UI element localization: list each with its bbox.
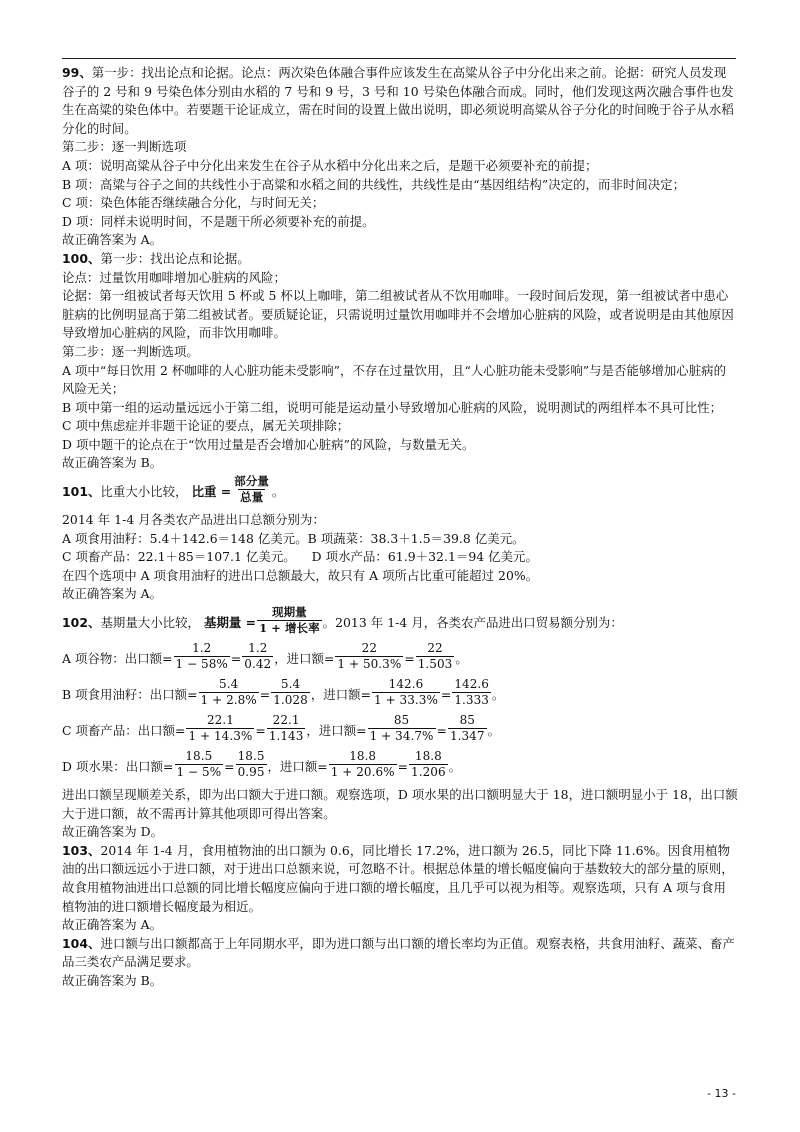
- q103-answer: 故正确答案为 A。: [62, 917, 163, 933]
- q102-denominator: 1 + 33.3%: [374, 693, 438, 708]
- q102-fraction: [199, 677, 259, 708]
- header-rule: [62, 58, 736, 59]
- q102-fraction: [409, 749, 448, 780]
- q102-denominator: 1 + 20.6%: [330, 765, 395, 780]
- q102-row-label: B 项食用油籽：出口额=: [62, 687, 198, 703]
- q104-explanation: [62, 935, 738, 972]
- q102-fraction: [335, 641, 403, 672]
- q102-numerator: 22: [361, 641, 378, 656]
- q102-row-end: 。: [487, 723, 501, 739]
- q102-fraction: [448, 713, 487, 744]
- q102-row-mid: ，进口额=: [310, 687, 372, 703]
- q101-line1: 2014 年 1-4 月各类农产品进出口总额分别为：: [62, 512, 325, 528]
- q100-evidence: 论据：第一组被试者每天饮用 5 杯或 5 杯以上咖啡，第二组被试者从不饮用咖啡。一段时间后发现，第一组被试者中患心脏病的比例明显高于第二组被试者。要质疑论证，只需说明过量饮用咖啡并不会增加心脏病的风险，或者说明是由其他原因导致增加心脏病的风险，而非饮用咖啡。: [62, 288, 734, 341]
- q102-denominator: 1.333: [454, 693, 489, 708]
- q102-explanation: 进出口额呈现顺差关系，即为出口额大于进口额。观察选项，D 项水果的出口额明显大于 18，进口额明显小于 18，出口额大于进口额，故不需再计算其他项即可得出答案。: [62, 787, 738, 821]
- q102-formula-numerator: 现期量: [272, 605, 307, 620]
- q102-denominator: 1 + 34.7%: [369, 729, 434, 744]
- q102-fraction: [236, 749, 267, 780]
- q99-step2: 第二步：逐一判断选项: [62, 139, 187, 155]
- q102-intro: [62, 606, 738, 640]
- q102-row-d: D 项水果：出口额= $\frac{18.5}{1 - 5\%}$ = $\frac{18.5}{0.95}$ ，进口额= $\frac{18.8}{1 + 20.6\%}$ = $\frac{18.8}{1.206}$ 。: [62, 749, 462, 780]
- q102-number: 102、: [62, 615, 101, 631]
- q101-formula-lhs: 比重 =: [191, 484, 232, 500]
- q99-option-b: B 项：高粱与谷子之间的共线性小于高粱和水稻之间的共线性，共线性是由“基因组结构”决定的，而非时间决定；: [62, 176, 686, 192]
- q102-numerator: 5.4: [219, 677, 239, 692]
- q101-number: 101、: [62, 484, 101, 500]
- q101-intro: [62, 475, 738, 509]
- q100-step2: 第二步：逐一判断选项。: [62, 343, 199, 359]
- q102-numerator: 18.8: [414, 749, 442, 764]
- q102-denominator: 0.95: [237, 765, 265, 780]
- q100-argument: 论点：过量饮用咖啡增加心脏病的风险；: [62, 269, 286, 285]
- q102-fraction: [174, 641, 230, 672]
- q103-explanation: [62, 842, 738, 916]
- q102-fraction: [416, 641, 455, 672]
- q102-numerator: 18.5: [185, 749, 213, 764]
- q100-step1-text: 第一步：找出论点和论据。: [100, 250, 250, 266]
- q102-numerator: 85: [459, 713, 475, 728]
- q102-row-mid: ，进口额=: [274, 651, 335, 667]
- q102-denominator: 1.143: [268, 729, 304, 744]
- q102-formula-fraction: [257, 605, 322, 636]
- q102-numerator: 18.8: [349, 749, 377, 764]
- q99-answer: 故正确答案为 A。: [62, 232, 163, 248]
- q102-denominator: 1.347: [449, 729, 485, 744]
- q102-denominator: 1 + 50.3%: [337, 657, 402, 672]
- q103-number: 103、: [62, 842, 101, 858]
- q102-denominator: 1.503: [417, 657, 453, 672]
- q102-answer: 故正确答案为 D。: [62, 824, 164, 840]
- q102-denominator: 1 + 2.8%: [200, 693, 257, 708]
- q101-line3: C 项畜产品：22.1＋85＝107.1 亿美元。 D 项水产品：61.9＋32.1＝94 亿美元。: [62, 549, 538, 565]
- q102-fraction: [267, 713, 306, 744]
- q102-formula-end: 。2013 年 1-4 月，各类农产品进出口贸易额分别为：: [322, 615, 623, 631]
- q101-line4: 在四个选项中 A 项食用油籽的进出口总额最大，故只有 A 项所占比重可能超过 20%。: [62, 567, 539, 583]
- q100-option-d: D 项中题干的论点在于“饮用过量是否会增加心脏病”的风险，与数量无关。: [62, 436, 475, 452]
- q104-answer: 故正确答案为 B。: [62, 972, 163, 988]
- q102-row-label: C 项畜产品：出口额=: [62, 723, 186, 739]
- q102-fraction: [186, 713, 254, 744]
- q99-step1-text: 第一步：找出论点和论据。论点：两次染色体融合事件应该发生在高粱从谷子中分化出来之前。论据：研究人员发现谷子的 2 号和 9 号染色体分别由水稻的 7 号和 9 号，3 号和 10 号染色体融合而成。同时，他们发现这两次融合事件也发生在高粱的染色体中。若要题干论证成立，需在时间的设置上做出说明，即必须说明高粱从谷子分化的时间晚于谷子从水稻分化的时间。: [62, 65, 734, 136]
- q99-option-d: D 项：同样未说明时间，不是题干所必须要补充的前提。: [62, 213, 375, 229]
- q102-numerator: 18.5: [237, 749, 265, 764]
- q102-numerator: 22.1: [206, 713, 234, 728]
- q102-row-b: B 项食用油籽：出口额= $\frac{5.4}{1 + 2.8\%}$ = $\frac{5.4}{1.028}$ ，进口额= $\frac{142.6}{1 + 33.3\%}$ = $\frac{142.6}{1.333}$ 。: [62, 677, 505, 708]
- q102-row-end: 。: [491, 687, 505, 703]
- q102-numerator: 5.4: [280, 677, 301, 692]
- q100-number: 100、: [62, 250, 101, 266]
- q102-numerator: 142.6: [454, 677, 489, 692]
- q102-row-mid: ，进口额=: [267, 759, 328, 775]
- q102-row-label: D 项水果：出口额=: [62, 759, 174, 775]
- q102-fraction: [271, 677, 310, 708]
- q102-numerator: 22: [427, 641, 443, 656]
- q102-denominator: 1 − 5%: [176, 765, 222, 780]
- q102-numerator: 22.1: [272, 713, 300, 728]
- q103-explanation-text: 2014 年 1-4 月，食用植物油的出口额为 0.6，同比增长 17.2%，进口额为 26.5，同比下降 11.6%。因食用植物油的出口额远远小于进口额，对于进出口总额来说，可忽略不计。根据总体量的增长幅度偏向于基数较大的部分量的原则，故食用植物油进出口总额的同比增长幅度应偏向于进口额的增长幅度，且几乎可以视为相等。观察选项，只有 A 项与食用植物油的进口额增长幅度最为相近。: [62, 842, 734, 914]
- q102-formula-denominator: 1 + 增长率: [259, 621, 320, 636]
- q101-formula-denominator: 总量: [240, 490, 264, 505]
- answer-explanations: [62, 64, 738, 991]
- q102-formula-lhs: 基期量 =: [204, 615, 257, 631]
- q101-intro-text: 比重大小比较，: [100, 484, 188, 500]
- q102-denominator: 1.028: [273, 693, 308, 708]
- q99-number: 99、: [62, 65, 92, 80]
- q102-fraction: [368, 713, 436, 744]
- q102-row-c: C 项畜产品：出口额= $\frac{22.1}{1 + 14.3\%}$ = $\frac{22.1}{1.143}$ ，进口额= $\frac{85}{1 + 34.7\%}$ = $\frac{85}{1.347}$ 。: [62, 713, 501, 744]
- q102-fraction: [329, 749, 397, 780]
- q102-numerator: 85: [393, 713, 410, 728]
- q102-intro-text: 基期量大小比较，: [100, 615, 200, 631]
- q101-answer: 故正确答案为 A。: [62, 586, 163, 602]
- q99-option-c: C 项：染色体能否继续融合分化，与时间无关；: [62, 195, 325, 211]
- q102-fraction: [452, 677, 491, 708]
- q102-denominator: 1 − 58%: [175, 657, 228, 672]
- q100-option-b: B 项中第一组的运动量远远小于第二组，说明可能是运动量小导致增加心脏病的风险，说明测试的两组样本不具可比性；: [62, 399, 723, 415]
- q102-row-mid: ，进口额=: [306, 723, 367, 739]
- q102-row-end: 。: [448, 759, 462, 775]
- q101-line2: A 项食用油籽：5.4＋142.6＝148 亿美元。B 项蔬菜：38.3＋1.5＝39.8 亿美元。: [62, 530, 525, 546]
- q101-formula-numerator: 部分量: [234, 474, 269, 489]
- q100-answer: 故正确答案为 B。: [62, 455, 163, 471]
- q100-option-a: A 项中“每日饮用 2 杯咖啡的人心脏功能未受影响”，不存在过量饮用，且“人心脏功能未受影响”与是否能够增加心脏病的风险无关；: [62, 362, 727, 397]
- page-number: - 13 -: [707, 1087, 736, 1100]
- q101-formula-fraction: [232, 474, 271, 505]
- q102-denominator: 0.42: [244, 657, 272, 672]
- q102-row-label: A 项谷物：出口额=: [62, 651, 173, 667]
- q100-option-c: C 项中焦虑症并非题干论证的要点，属无关项排除；: [62, 418, 350, 434]
- q102-fraction: [372, 677, 440, 708]
- q102-denominator: 1.206: [411, 765, 446, 780]
- q101-formula-end: 。: [271, 484, 285, 500]
- q99-step1: [62, 64, 738, 138]
- q102-row-end: 。: [455, 651, 468, 667]
- q104-explanation-text: 进口额与出口额都高于上年同期水平，即为进口额与出口额的增长率均为正值。观察表格，共食用油籽、蔬菜、畜产品三类农产品满足要求。: [62, 935, 735, 970]
- q104-number: 104、: [62, 935, 101, 951]
- q99-option-a: A 项：说明高粱从谷子中分化出来发生在谷子从水稻中分化出来之后，是题干必须要补充的前提；: [62, 157, 598, 173]
- q100-step1: [62, 250, 738, 269]
- q102-fraction: [175, 749, 224, 780]
- q102-row-a: A 项谷物：出口额= $\frac{1.2}{1 - 58\%}$ = $\frac{1.2}{0.42}$ ，进口额= $\frac{22}{1 + 50.3\%}$ = $\frac{22}{1.503}$ 。: [62, 641, 468, 672]
- q102-denominator: 1 + 14.3%: [188, 729, 253, 744]
- q102-numerator: 142.6: [388, 677, 424, 692]
- q102-fraction: [242, 641, 273, 672]
- q102-numerator: 1.2: [248, 641, 268, 656]
- q102-numerator: 1.2: [192, 641, 212, 656]
